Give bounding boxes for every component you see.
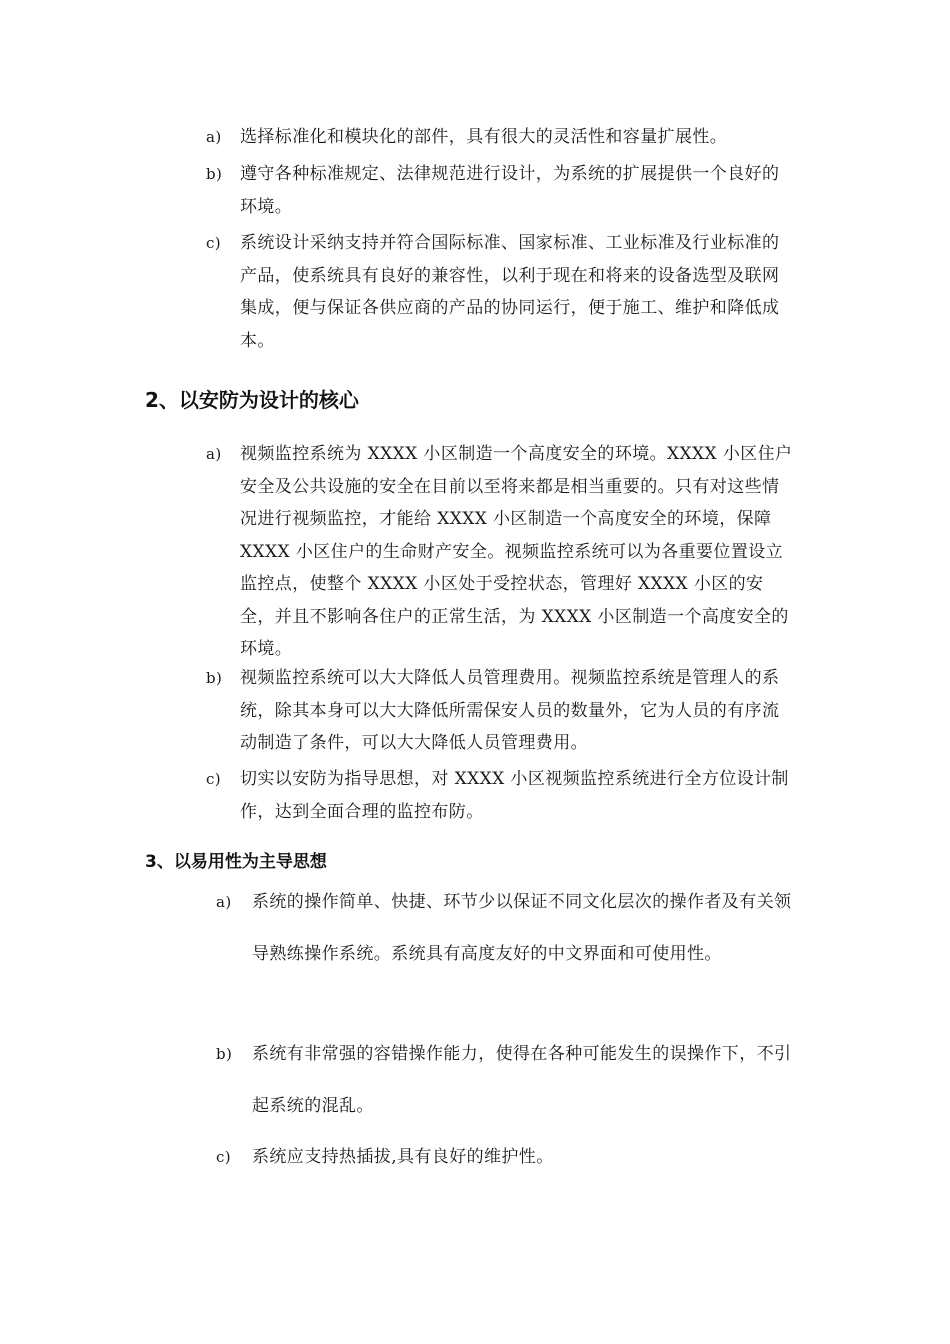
list-marker: c) bbox=[216, 1148, 232, 1166]
list-item-text: 系统应支持热插拔,具有良好的维护性。 bbox=[252, 1147, 554, 1167]
list-item bbox=[206, 438, 796, 666]
list-item-text: 系统设计采纳支持并符合国际标准、国家标准、工业标准及行业标准的产品，使系统具有良好的兼容性，以利于现在和将来的设备选型及联网集成，便与保证各供应商的产品的协同运行，便于施工、维护和降低成本。 bbox=[240, 233, 780, 351]
list-item bbox=[206, 763, 796, 828]
list-marker: b) bbox=[206, 165, 223, 183]
list-item bbox=[206, 662, 796, 760]
section-heading: 2、以安防为设计的核心 bbox=[145, 388, 359, 412]
list-marker: c) bbox=[206, 770, 222, 788]
list-item-text: 选择标准化和模块化的部件，具有很大的灵活性和容量扩展性。 bbox=[240, 127, 728, 147]
list-marker: b) bbox=[206, 669, 223, 687]
list-item bbox=[206, 227, 796, 357]
list-item bbox=[216, 876, 806, 980]
list-marker: b) bbox=[216, 1045, 233, 1063]
list-item-text: 系统有非常强的容错操作能力，使得在各种可能发生的误操作下，不引起系统的混乱。 bbox=[252, 1044, 792, 1116]
list-item-text: 视频监控系统为 XXXX 小区制造一个高度安全的环境。XXXX 小区住户安全及公共设施的安全在目前以至将来都是相当重要的。只有对这些情况进行视频监控，才能给 XXXX 小区制造一个高度安全的环境，保障 XXXX 小区住户的生命财产安全。视频监控系统可以为各重要位置设立监控点，使整个 XXXX 小区处于受控状态，管理好 XXXX 小区的安全，并且不影响各住户的正常生活，为 XXXX 小区制造一个高度安全的环境。 bbox=[240, 444, 793, 659]
list-marker: a) bbox=[206, 128, 222, 146]
list-marker: a) bbox=[206, 445, 222, 463]
list-item bbox=[206, 158, 796, 223]
list-item-text: 切实以安防为指导思想，对 XXXX 小区视频监控系统进行全方位设计制作，达到全面合理的监控布防。 bbox=[240, 769, 789, 822]
list-item bbox=[206, 121, 796, 154]
list-item-text: 视频监控系统可以大大降低人员管理费用。视频监控系统是管理人的系统，除其本身可以大大降低所需保安人员的数量外，它为人员的有序流动制造了条件，可以大大降低人员管理费用。 bbox=[240, 668, 780, 753]
list-marker: a) bbox=[216, 893, 232, 911]
list-marker: c) bbox=[206, 234, 222, 252]
list-item bbox=[216, 1028, 806, 1132]
list-item-text: 系统的操作简单、快捷、环节少以保证不同文化层次的操作者及有关领导熟练操作系统。系统具有高度友好的中文界面和可使用性。 bbox=[252, 892, 792, 964]
section-heading: 3、以易用性为主导思想 bbox=[145, 852, 327, 872]
list-item-text: 遵守各种标准规定、法律规范进行设计，为系统的扩展提供一个良好的环境。 bbox=[240, 164, 780, 217]
list-item bbox=[216, 1131, 806, 1183]
